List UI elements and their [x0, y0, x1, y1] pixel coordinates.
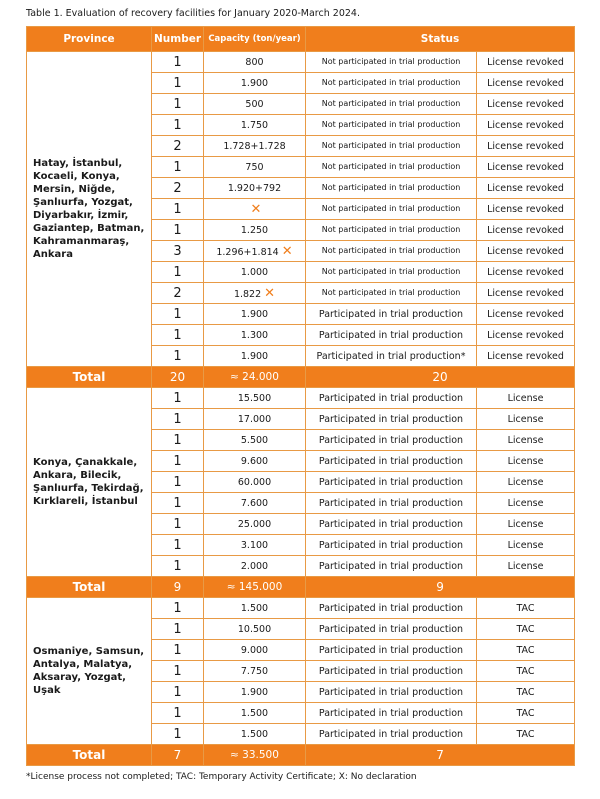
no-declaration-x-icon: ✕	[250, 201, 262, 217]
license-cell: License	[477, 535, 575, 556]
number-cell: 1	[152, 94, 204, 115]
number-cell: 1	[152, 220, 204, 241]
license-cell: TAC	[477, 640, 575, 661]
license-cell: License revoked	[477, 346, 575, 367]
license-cell: License revoked	[477, 304, 575, 325]
status-cell: Not participated in trial production	[306, 262, 477, 283]
status-cell: Participated in trial production	[306, 514, 477, 535]
license-cell: License	[477, 388, 575, 409]
license-cell: TAC	[477, 619, 575, 640]
total-row	[27, 745, 575, 766]
capacity-value: 750	[245, 161, 264, 173]
license-cell: License revoked	[477, 220, 575, 241]
no-declaration-x-icon: ✕	[264, 285, 276, 301]
capacity-value: 15.500	[237, 392, 272, 404]
capacity-cell	[204, 94, 306, 115]
number-cell: 1	[152, 703, 204, 724]
capacity-cell	[204, 703, 306, 724]
capacity-cell	[204, 430, 306, 451]
status-cell: Not participated in trial production	[306, 136, 477, 157]
capacity-value: 9.000	[240, 644, 269, 656]
capacity-cell	[204, 493, 306, 514]
status-cell: Participated in trial production	[306, 724, 477, 745]
status-cell: Participated in trial production	[306, 451, 477, 472]
capacity-value: 1.900	[240, 77, 269, 89]
license-cell: TAC	[477, 598, 575, 619]
license-cell: License revoked	[477, 241, 575, 262]
total-status: 9	[306, 577, 575, 598]
number-cell: 1	[152, 304, 204, 325]
total-row	[27, 367, 575, 388]
number-cell: 1	[152, 556, 204, 577]
total-number: 9	[152, 577, 204, 598]
capacity-cell	[204, 535, 306, 556]
capacity-cell	[204, 157, 306, 178]
capacity-cell	[204, 640, 306, 661]
total-capacity: ≈ 33.500	[204, 745, 306, 766]
capacity-value: 2.000	[240, 560, 269, 572]
status-cell: Participated in trial production	[306, 703, 477, 724]
license-cell: License	[477, 430, 575, 451]
license-cell: License revoked	[477, 178, 575, 199]
number-cell: 1	[152, 724, 204, 745]
capacity-cell	[204, 514, 306, 535]
total-status: 7	[306, 745, 575, 766]
capacity-cell	[204, 325, 306, 346]
total-number: 7	[152, 745, 204, 766]
capacity-value: 1.900	[240, 308, 269, 320]
number-cell: 1	[152, 157, 204, 178]
number-cell: 1	[152, 514, 204, 535]
number-cell: 1	[152, 73, 204, 94]
total-capacity: ≈ 24.000	[204, 367, 306, 388]
status-cell: Not participated in trial production	[306, 220, 477, 241]
total-label: Total	[27, 367, 152, 388]
capacity-value: 9.600	[240, 455, 269, 467]
number-cell: 1	[152, 472, 204, 493]
status-cell: Participated in trial production	[306, 493, 477, 514]
header-number: Number	[152, 27, 204, 52]
no-declaration-x-icon: ✕	[281, 243, 293, 259]
province-cell: Osmaniye, Samsun, Antalya, Malatya, Aksaray, Yozgat, Uşak	[27, 598, 152, 745]
capacity-value: 17.000	[237, 413, 272, 425]
license-cell: License	[477, 556, 575, 577]
number-cell: 1	[152, 640, 204, 661]
status-cell: Not participated in trial production	[306, 73, 477, 94]
table-row	[27, 52, 575, 73]
capacity-cell	[204, 241, 306, 262]
capacity-cell	[204, 262, 306, 283]
status-cell: Participated in trial production*	[306, 346, 477, 367]
number-cell: 1	[152, 661, 204, 682]
license-cell: License	[477, 514, 575, 535]
status-cell: Participated in trial production	[306, 325, 477, 346]
status-cell: Participated in trial production	[306, 619, 477, 640]
license-cell: TAC	[477, 724, 575, 745]
number-cell: 1	[152, 262, 204, 283]
header-row	[27, 27, 575, 52]
capacity-cell	[204, 136, 306, 157]
number-cell: 1	[152, 493, 204, 514]
capacity-value: 7.600	[240, 497, 269, 509]
number-cell: 1	[152, 409, 204, 430]
capacity-cell	[204, 661, 306, 682]
header-province: Province	[27, 27, 152, 52]
capacity-cell	[204, 178, 306, 199]
total-status: 20	[306, 367, 575, 388]
capacity-value: 1.500	[240, 728, 269, 740]
capacity-cell	[204, 283, 306, 304]
license-cell: License revoked	[477, 136, 575, 157]
license-cell: TAC	[477, 703, 575, 724]
license-cell: License	[477, 472, 575, 493]
license-cell: License revoked	[477, 73, 575, 94]
status-cell: Participated in trial production	[306, 430, 477, 451]
capacity-value: 1.500	[240, 602, 269, 614]
capacity-value: 1.822	[233, 288, 262, 300]
capacity-value: 3.100	[240, 539, 269, 551]
status-cell: Participated in trial production	[306, 409, 477, 430]
license-cell: License revoked	[477, 283, 575, 304]
capacity-value: 5.500	[240, 434, 269, 446]
capacity-value: 60.000	[237, 476, 272, 488]
header-status: Status	[306, 27, 575, 52]
number-cell: 3	[152, 241, 204, 262]
number-cell: 1	[152, 598, 204, 619]
capacity-cell	[204, 388, 306, 409]
status-cell: Participated in trial production	[306, 388, 477, 409]
license-cell: License revoked	[477, 262, 575, 283]
license-cell: License revoked	[477, 115, 575, 136]
number-cell: 1	[152, 388, 204, 409]
license-cell: TAC	[477, 682, 575, 703]
capacity-cell	[204, 682, 306, 703]
capacity-value: 1.500	[240, 707, 269, 719]
total-label: Total	[27, 745, 152, 766]
license-cell: License revoked	[477, 325, 575, 346]
status-cell: Not participated in trial production	[306, 52, 477, 73]
status-cell: Not participated in trial production	[306, 283, 477, 304]
capacity-value: 1.250	[240, 224, 269, 236]
status-cell: Not participated in trial production	[306, 199, 477, 220]
status-cell: Participated in trial production	[306, 661, 477, 682]
capacity-value: 1.000	[240, 266, 269, 278]
total-label: Total	[27, 577, 152, 598]
capacity-value: 500	[245, 98, 264, 110]
license-cell: License revoked	[477, 157, 575, 178]
number-cell: 1	[152, 52, 204, 73]
license-cell: License	[477, 409, 575, 430]
number-cell: 1	[152, 430, 204, 451]
total-number: 20	[152, 367, 204, 388]
number-cell: 1	[152, 346, 204, 367]
status-cell: Participated in trial production	[306, 598, 477, 619]
capacity-cell	[204, 472, 306, 493]
capacity-cell	[204, 346, 306, 367]
province-cell: Konya, Çanakkale, Ankara, Bilecik, Şanlıurfa, Tekirdağ, Kırklareli, İstanbul	[27, 388, 152, 577]
license-cell: License revoked	[477, 94, 575, 115]
capacity-cell	[204, 556, 306, 577]
status-cell: Participated in trial production	[306, 640, 477, 661]
table-caption: Table 1. Evaluation of recovery facilities for January 2020-March 2024.	[26, 8, 360, 19]
number-cell: 1	[152, 535, 204, 556]
number-cell: 1	[152, 115, 204, 136]
number-cell: 1	[152, 325, 204, 346]
capacity-value: 1.900	[240, 350, 269, 362]
capacity-cell	[204, 73, 306, 94]
number-cell: 2	[152, 178, 204, 199]
capacity-cell	[204, 115, 306, 136]
total-row	[27, 577, 575, 598]
license-cell: TAC	[477, 661, 575, 682]
province-cell: Hatay, İstanbul, Kocaeli, Konya, Mersin, Niğde, Şanlıurfa, Yozgat, Diyarbakır, İzmir, Gaziantep, Batman, Kahramanmaraş, Ankara	[27, 52, 152, 367]
number-cell: 1	[152, 451, 204, 472]
capacity-cell	[204, 52, 306, 73]
capacity-cell	[204, 409, 306, 430]
capacity-value: 7.750	[240, 665, 269, 677]
number-cell: 1	[152, 619, 204, 640]
table-footnote: *License process not completed; TAC: Temporary Activity Certificate; X: No declaration	[26, 772, 417, 782]
license-cell: License revoked	[477, 199, 575, 220]
capacity-cell	[204, 451, 306, 472]
status-cell: Not participated in trial production	[306, 157, 477, 178]
total-capacity: ≈ 145.000	[204, 577, 306, 598]
status-cell: Participated in trial production	[306, 472, 477, 493]
license-cell: License	[477, 493, 575, 514]
license-cell: License	[477, 451, 575, 472]
number-cell: 2	[152, 136, 204, 157]
capacity-value: 1.750	[240, 119, 269, 131]
capacity-value: 10.500	[237, 623, 272, 635]
capacity-cell	[204, 619, 306, 640]
capacity-value: 1.300	[240, 329, 269, 341]
number-cell: 1	[152, 199, 204, 220]
capacity-value: 1.920+792	[227, 182, 282, 194]
capacity-value: 25.000	[237, 518, 272, 530]
capacity-cell	[204, 598, 306, 619]
capacity-cell	[204, 199, 306, 220]
status-cell: Not participated in trial production	[306, 115, 477, 136]
status-cell: Not participated in trial production	[306, 178, 477, 199]
capacity-value: 1.296+1.814	[216, 246, 279, 258]
number-cell: 1	[152, 682, 204, 703]
status-cell: Not participated in trial production	[306, 241, 477, 262]
status-cell: Participated in trial production	[306, 556, 477, 577]
number-cell: 2	[152, 283, 204, 304]
table-row	[27, 388, 575, 409]
capacity-cell	[204, 304, 306, 325]
capacity-cell	[204, 220, 306, 241]
header-capacity: Capacity (ton/year)	[204, 27, 306, 52]
table-body	[27, 52, 575, 766]
status-cell: Participated in trial production	[306, 304, 477, 325]
status-cell: Participated in trial production	[306, 682, 477, 703]
status-cell: Not participated in trial production	[306, 94, 477, 115]
capacity-cell	[204, 724, 306, 745]
capacity-value: 1.728+1.728	[223, 140, 286, 152]
recovery-facilities-table	[26, 26, 575, 766]
capacity-value: 1.900	[240, 686, 269, 698]
license-cell: License revoked	[477, 52, 575, 73]
table-row	[27, 598, 575, 619]
capacity-value: 800	[245, 56, 264, 68]
status-cell: Participated in trial production	[306, 535, 477, 556]
